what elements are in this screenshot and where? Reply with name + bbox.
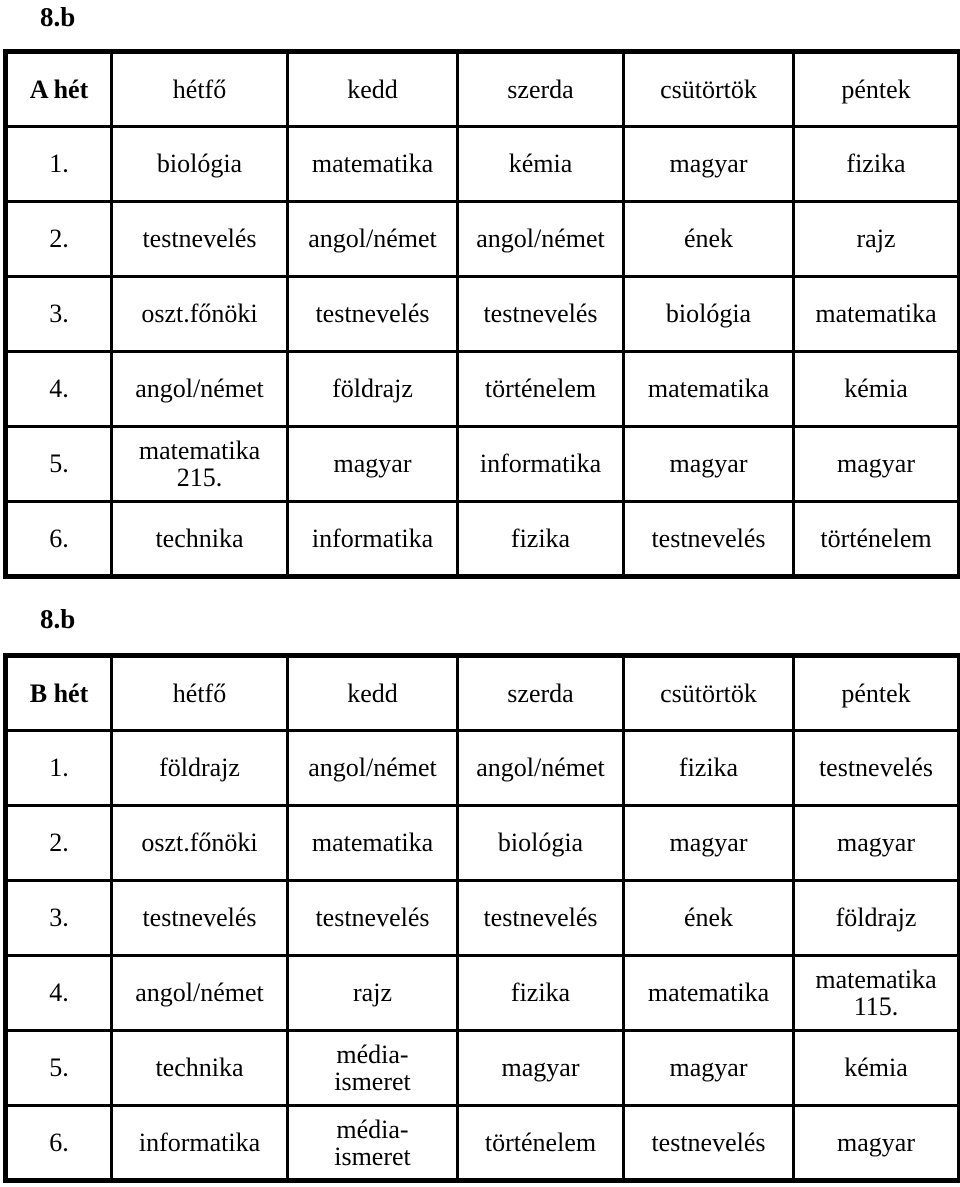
lesson-text: angol/német: [135, 374, 264, 403]
lesson-text: rajz: [353, 978, 392, 1007]
lesson-text: magyar: [837, 828, 915, 857]
lesson-text: matematika: [815, 965, 937, 994]
table-row: [6, 502, 960, 577]
lesson-text: 215.: [176, 463, 223, 492]
day-header: hétfő: [112, 656, 288, 731]
lesson-cell: [794, 427, 960, 502]
lesson-text: magyar: [669, 828, 748, 857]
lesson-text: testnevelés: [483, 299, 598, 328]
lesson-cell: [288, 881, 458, 956]
lesson-text: rajz: [856, 224, 896, 253]
lesson-text: fizika: [678, 753, 739, 782]
lesson-cell: [794, 1106, 960, 1181]
table-row: [6, 1031, 960, 1106]
lesson-cell: [288, 1106, 458, 1181]
lesson-cell: [624, 956, 794, 1031]
lesson-cell: [288, 427, 458, 502]
lesson-text: matematika: [311, 828, 434, 857]
lesson-text: informatika: [138, 1127, 261, 1157]
lesson-cell: [288, 352, 458, 427]
period-number: 3.: [6, 277, 112, 352]
day-header: péntek: [794, 656, 960, 731]
lesson-text: földrajz: [835, 903, 917, 932]
lesson-text: oszt.főnöki: [141, 828, 258, 857]
lesson-text: kémia: [508, 149, 573, 178]
lesson-cell: [112, 202, 288, 277]
lesson-text: testnevelés: [315, 903, 430, 932]
lesson-cell: [794, 277, 960, 352]
lesson-text: biológia: [665, 299, 752, 328]
lesson-cell: [624, 881, 794, 956]
table-row: [6, 731, 960, 806]
lesson-cell: [458, 127, 624, 202]
lesson-cell: [794, 502, 960, 577]
period-number: 1.: [6, 127, 112, 202]
lesson-cell: [458, 731, 624, 806]
lesson-text: magyar: [837, 1127, 915, 1157]
lesson-text: média-: [336, 1114, 409, 1144]
lesson-cell: [794, 127, 960, 202]
lesson-cell: [112, 427, 288, 502]
lesson-text: matematika: [311, 149, 434, 178]
lesson-text: fizika: [510, 978, 571, 1007]
period-number: 6.: [6, 502, 112, 577]
lesson-cell: [794, 1031, 960, 1106]
day-header: csütörtök: [624, 52, 794, 127]
lesson-text: kémia: [844, 374, 908, 403]
lesson-text: angol/német: [476, 224, 605, 253]
lesson-text: magyar: [837, 449, 915, 478]
lesson-text: technika: [155, 523, 244, 553]
table-row: [6, 352, 960, 427]
lesson-text: történelem: [484, 1127, 597, 1157]
timetable-a-heading: 8.b: [40, 2, 76, 32]
period-number: 2.: [6, 202, 112, 277]
lesson-text: testnevelés: [818, 753, 934, 782]
lesson-text: földrajz: [332, 374, 413, 403]
lesson-text: fizika: [846, 149, 906, 178]
table-row: [6, 202, 960, 277]
lesson-cell: [288, 202, 458, 277]
lesson-cell: [112, 806, 288, 881]
lesson-cell: [112, 881, 288, 956]
lesson-text: ének: [683, 903, 734, 932]
table-row: [6, 881, 960, 956]
lesson-cell: [624, 806, 794, 881]
lesson-text: matematika: [815, 299, 937, 328]
lesson-cell: [458, 277, 624, 352]
header-row-a: [6, 52, 960, 127]
lesson-text: angol/német: [476, 753, 605, 782]
table-row: [6, 956, 960, 1031]
lesson-cell: [458, 881, 624, 956]
lesson-text: testnevelés: [142, 224, 257, 253]
header-row-b: [6, 656, 960, 731]
lesson-cell: [288, 731, 458, 806]
period-number: 4.: [6, 956, 112, 1031]
lesson-text: földrajz: [159, 753, 240, 782]
lesson-text: oszt.főnöki: [141, 299, 258, 328]
lesson-cell: [458, 806, 624, 881]
day-header: szerda: [458, 656, 624, 731]
lesson-text: matematika: [647, 374, 770, 403]
lesson-cell: [112, 1031, 288, 1106]
table-row: [6, 127, 960, 202]
lesson-text: matematika: [647, 978, 770, 1007]
lesson-text: 115.: [853, 992, 899, 1021]
lesson-cell: [624, 1031, 794, 1106]
lesson-cell: [288, 1031, 458, 1106]
lesson-text: magyar: [669, 1053, 748, 1082]
week-label: A hét: [6, 52, 112, 127]
lesson-text: testnevelés: [651, 523, 766, 553]
lesson-text: angol/német: [135, 978, 264, 1007]
lesson-cell: [624, 277, 794, 352]
lesson-text: történelem: [820, 523, 932, 553]
lesson-cell: [112, 352, 288, 427]
day-header: kedd: [288, 656, 458, 731]
lesson-cell: [624, 1106, 794, 1181]
lesson-text: magyar: [501, 1053, 580, 1082]
period-number: 5.: [6, 427, 112, 502]
timetable-b-body: [6, 656, 960, 1181]
period-number: 6.: [6, 1106, 112, 1181]
lesson-cell: [458, 427, 624, 502]
timetable-a: [3, 49, 960, 579]
period-number: 3.: [6, 881, 112, 956]
lesson-cell: [624, 202, 794, 277]
lesson-cell: [458, 956, 624, 1031]
lesson-cell: [112, 731, 288, 806]
lesson-text: magyar: [669, 449, 748, 478]
lesson-cell: [624, 502, 794, 577]
lesson-cell: [458, 502, 624, 577]
lesson-cell: [288, 806, 458, 881]
table-row: [6, 427, 960, 502]
lesson-cell: [624, 731, 794, 806]
lesson-text: testnevelés: [315, 299, 430, 328]
lesson-cell: [458, 1031, 624, 1106]
lesson-cell: [458, 1106, 624, 1181]
lesson-text: biológia: [156, 149, 243, 178]
period-number: 4.: [6, 352, 112, 427]
lesson-cell: [794, 731, 960, 806]
lesson-cell: [288, 502, 458, 577]
lesson-cell: [288, 956, 458, 1031]
week-label: B hét: [6, 656, 112, 731]
lesson-cell: [112, 277, 288, 352]
lesson-cell: [794, 956, 960, 1031]
lesson-text: magyar: [333, 449, 412, 478]
lesson-text: ismeret: [334, 1141, 411, 1171]
lesson-text: média-: [336, 1040, 409, 1069]
lesson-text: testnevelés: [483, 903, 598, 932]
lesson-text: kémia: [844, 1053, 908, 1082]
lesson-cell: [112, 502, 288, 577]
lesson-cell: [458, 202, 624, 277]
lesson-cell: [624, 427, 794, 502]
lesson-cell: [112, 956, 288, 1031]
period-number: 1.: [6, 731, 112, 806]
timetable-b-heading: 8.b: [40, 604, 76, 634]
lesson-text: ének: [683, 224, 734, 253]
table-row: [6, 1106, 960, 1181]
lesson-cell: [794, 352, 960, 427]
lesson-text: angol/német: [308, 224, 437, 253]
lesson-text: magyar: [669, 149, 748, 178]
day-header: csütörtök: [624, 656, 794, 731]
lesson-text: ismeret: [334, 1067, 411, 1096]
day-header: kedd: [288, 52, 458, 127]
lesson-cell: [624, 352, 794, 427]
lesson-cell: [288, 277, 458, 352]
timetable-b: [3, 653, 960, 1183]
period-number: 5.: [6, 1031, 112, 1106]
day-header: péntek: [794, 52, 960, 127]
period-number: 2.: [6, 806, 112, 881]
lesson-cell: [794, 806, 960, 881]
day-header: szerda: [458, 52, 624, 127]
lesson-text: történelem: [484, 374, 597, 403]
lesson-text: fizika: [510, 523, 571, 553]
lesson-cell: [794, 881, 960, 956]
lesson-cell: [794, 202, 960, 277]
lesson-text: informatika: [479, 449, 602, 478]
lesson-cell: [288, 127, 458, 202]
timetable-a-body: [6, 52, 960, 577]
lesson-text: testnevelés: [651, 1127, 766, 1157]
lesson-text: informatika: [311, 523, 434, 553]
lesson-text: testnevelés: [142, 903, 257, 932]
lesson-text: angol/német: [308, 753, 437, 782]
lesson-cell: [458, 352, 624, 427]
table-row: [6, 277, 960, 352]
lesson-text: biológia: [497, 828, 584, 857]
day-header: hétfő: [112, 52, 288, 127]
lesson-cell: [112, 127, 288, 202]
lesson-text: matematika: [138, 436, 261, 465]
lesson-cell: [624, 127, 794, 202]
lesson-cell: [112, 1106, 288, 1181]
lesson-text: technika: [155, 1053, 244, 1082]
table-row: [6, 806, 960, 881]
